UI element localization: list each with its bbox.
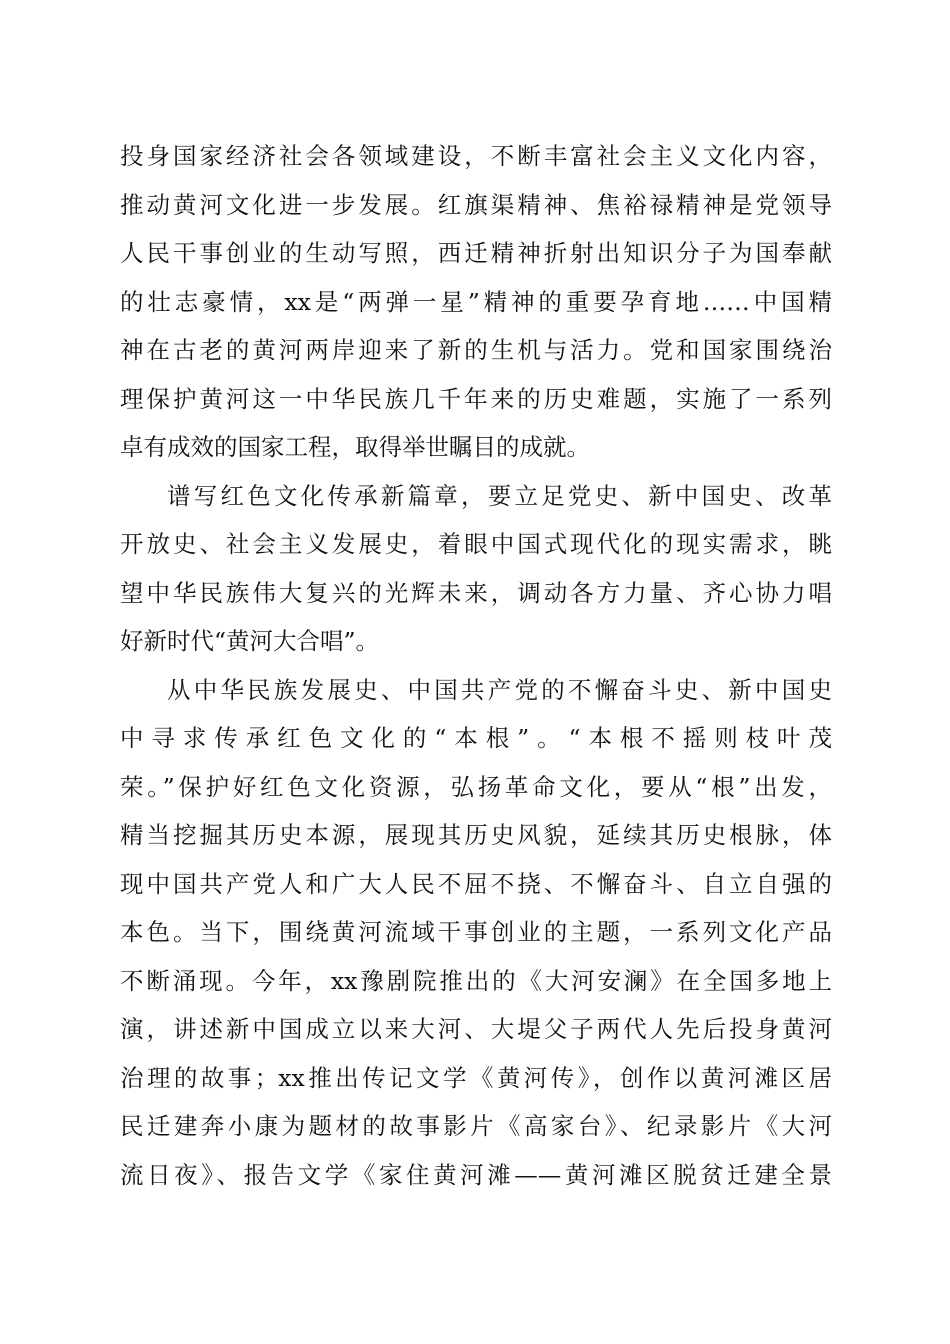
text-line: 治理的故事；xx推出传记文学《黄河传》，创作以黄河滩区居	[120, 1063, 832, 1092]
text-line: 的壮志豪情，xx是“两弹一星”精神的重要孕育地……中国精	[120, 287, 832, 316]
text-line: 现中国共产党人和广大人民不屈不挠、不懈奋斗、自立自强的	[120, 869, 832, 898]
document-body	[120, 132, 832, 1199]
text-line: 好新时代“黄河大合唱”。	[120, 627, 380, 655]
text-line: 投身国家经济社会各领域建设，不断丰富社会主义文化内容，	[120, 142, 832, 170]
text-line: 流日夜》、报告文学《家住黄河滩——黄河滩区脱贫迁建全景	[120, 1160, 832, 1189]
text-line: 不断涌现。今年，xx豫剧院推出的《大河安澜》在全国多地上	[120, 966, 832, 995]
text-line: 本色。当下，围绕黄河流域干事创业的主题，一系列文化产品	[120, 918, 832, 946]
paragraph	[120, 666, 832, 1200]
text-line: 演，讲述新中国成立以来大河、大堤父子两代人先后投身黄河	[120, 1015, 832, 1043]
paragraph	[120, 132, 832, 472]
paragraph	[120, 472, 832, 666]
text-line: 精当挖掘其历史本源，展现其历史风貌，延续其历史根脉，体	[120, 821, 832, 849]
text-line: 卓有成效的国家工程，取得举世瞩目的成就。	[120, 433, 590, 461]
text-line: 人民干事创业的生动写照，西迁精神折射出知识分子为国奉献	[120, 239, 832, 267]
text-line: 推动黄河文化进一步发展。红旗渠精神、焦裕禄精神是党领导	[120, 190, 832, 219]
text-line: 谱写红色文化传承新篇章，要立足党史、新中国史、改革	[167, 481, 832, 510]
text-line: 荣。”保护好红色文化资源，弘扬革命文化，要从“根”出发，	[120, 772, 832, 801]
text-line: 民迁建奔小康为题材的故事影片《高家台》、纪录影片《大河	[120, 1112, 832, 1140]
text-line: 中寻求传承红色文化的“本根”。“本根不摇则枝叶茂	[120, 724, 832, 752]
text-line: 理保护黄河这一中华民族几千年来的历史难题，实施了一系列	[120, 384, 832, 413]
text-line: 望中华民族伟大复兴的光辉未来，调动各方力量、齐心协力唱	[120, 578, 832, 607]
text-line: 开放史、社会主义发展史，着眼中国式现代化的现实需求，眺	[120, 530, 832, 558]
text-line: 从中华民族发展史、中国共产党的不懈奋斗史、新中国史	[167, 675, 832, 704]
text-line: 神在古老的黄河两岸迎来了新的生机与活力。党和国家围绕治	[120, 336, 832, 364]
